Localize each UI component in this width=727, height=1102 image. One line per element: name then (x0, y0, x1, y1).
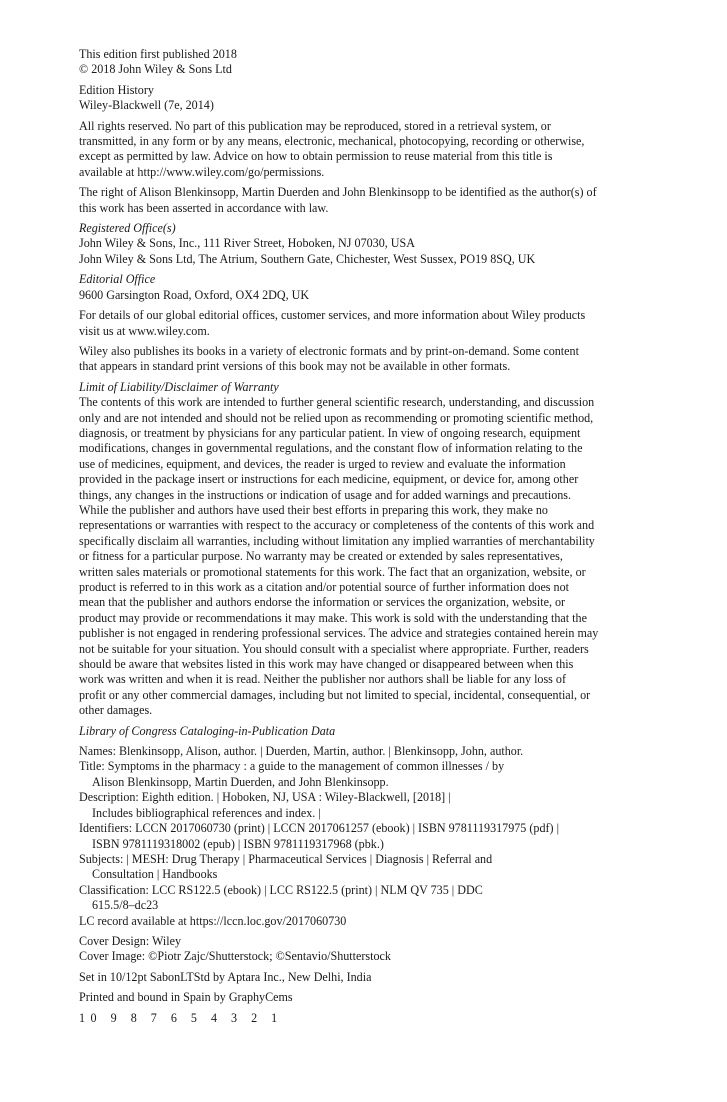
cataloging-subjects: Subjects: | MESH: Drug Therapy | Pharmaceutical Services | Diagnosis | Referral and (79, 851, 493, 866)
disclaimer-line: not be suitable for your situation. You should consult with a specialist where appropriate. Further, readers (79, 641, 589, 656)
cataloging-title-cont: Alison Blenkinsopp, Martin Duerden, and John Blenkinsopp. (92, 774, 389, 789)
cataloging-classification-cont: 615.5/8–dc23 (92, 898, 159, 913)
registered-offices-block (79, 221, 667, 267)
disclaimer-heading: Limit of Liability/Disclaimer of Warranty (79, 379, 279, 394)
rights-paragraph (79, 119, 667, 181)
registered-offices-heading: Registered Office(s) (79, 221, 176, 236)
cataloging-title: Title: Symptoms in the pharmacy : a guide to the management of common illnesses / by (79, 759, 505, 774)
disclaimer-line: things, any changes in the instructions or indication of usage and for added warnings and precautions. (79, 487, 572, 502)
cataloging-names: Names: Blenkinsopp, Alison, author. | Duerden, Martin, author. | Blenkinsopp, John, author. (79, 744, 524, 759)
formats-paragraph (79, 344, 667, 375)
disclaimer-line: While the publisher and authors have used their best efforts in preparing this work, they make no (79, 502, 548, 517)
copyright-line: © 2018 John Wiley & Sons Ltd (79, 62, 232, 77)
cover-block (79, 934, 667, 965)
rights-line: All rights reserved. No part of this publication may be reproduced, stored in a retrieval system, or (79, 118, 551, 133)
disclaimer-line: The contents of this work are intended to further general scientific research, understanding, and discussion (79, 395, 595, 410)
disclaimer-line: only and are not intended and should not be relied upon as recommending or promoting scientific method, (79, 410, 594, 425)
disclaimer-line: publisher is not engaged in rendering professional services. The advice and strategies contained herein may (79, 626, 599, 641)
cover-image-line: Cover Image: ©Piotr Zajc/Shutterstock; ©Sentavio/Shutterstock (79, 949, 391, 964)
disclaimer-line: specifically disclaim all warranties, including without limitation any implied warranties of merchantability (79, 533, 595, 548)
cataloging-subjects-cont: Consultation | Handbooks (92, 867, 218, 882)
disclaimer-line: should be aware that websites listed in this work may have changed or disappeared between when this (79, 657, 574, 672)
disclaimer-line: modifications, changes in governmental regulations, and the constant flow of information relating to the (79, 441, 583, 456)
office-line: John Wiley & Sons, Inc., 111 River Street, Hoboken, NJ 07030, USA (79, 236, 415, 251)
edition-block (79, 47, 667, 78)
rights-line: except as permitted by law. Advice on how to obtain permission to reuse material from this title is (79, 149, 553, 164)
typesetting-block (79, 970, 667, 985)
rights-line: transmitted, in any form or by any means, electronic, mechanical, photocopying, recording or otherwise, (79, 134, 585, 149)
cataloging-classification: Classification: LCC RS122.5 (ebook) | LCC RS122.5 (print) | NLM QV 735 | DDC (79, 882, 483, 897)
cataloging-heading: Library of Congress Cataloging-in-Publication Data (79, 723, 336, 738)
disclaimer-line: representations or warranties with respect to the accuracy or completeness of the contents of this work and (79, 518, 595, 533)
cover-design-line: Cover Design: Wiley (79, 933, 182, 948)
formats-line: that appears in standard print versions of this book may not be available in other formats. (79, 359, 511, 374)
disclaimer-line: work was written and when it is read. Neither the publisher nor authors shall be liable for any loss of (79, 672, 566, 687)
cataloging-description-cont: Includes bibliographical references and index. | (92, 805, 321, 820)
editorial-office-block (79, 272, 667, 303)
lc-record-line: LC record available at https://lccn.loc.gov/2017060730 (79, 913, 347, 928)
disclaimer-block (79, 380, 667, 719)
formats-line: Wiley also publishes its books in a variety of electronic formats and by print-on-demand. Some content (79, 343, 579, 358)
printing-line: Printed and bound in Spain by GraphyCems (79, 990, 293, 1005)
edition-history-block (79, 83, 667, 114)
disclaimer-line: product is referred to in this work as a citation and/or potential source of further information does not (79, 580, 569, 594)
office-line: John Wiley & Sons Ltd, The Atrium, Southern Gate, Chichester, West Sussex, PO19 8SQ, UK (79, 251, 536, 266)
edition-history-entry: Wiley-Blackwell (7e, 2014) (79, 98, 214, 113)
disclaimer-line: mean that the publisher and authors endorse the information or services the organization, website, or (79, 595, 566, 610)
cataloging-description: Description: Eighth edition. | Hoboken, NJ, USA : Wiley-Blackwell, [2018] | (79, 790, 451, 805)
cataloging-data-block (79, 744, 667, 929)
printing-block (79, 990, 667, 1005)
disclaimer-line: other damages. (79, 703, 153, 718)
disclaimer-line: use of medicines, equipment, and devices, the reader is urged to review and evaluate the information (79, 456, 566, 471)
disclaimer-line: written sales materials or promotional statements for this work. The fact that an organization, website, or (79, 564, 586, 579)
disclaimer-line: profit or any other commercial damages, including but not limited to special, incidental, consequential, or (79, 687, 591, 702)
disclaimer-line: provided in the package insert or instructions for each medicine, equipment, or device for, among other (79, 472, 579, 487)
cataloging-heading-block (79, 724, 667, 739)
authors-line: this work has been asserted in accordance with law. (79, 200, 329, 215)
disclaimer-line: diagnosis, or treatment by physicians for any particular patient. In view of ongoing research, equipment (79, 425, 581, 440)
rights-line: available at http://www.wiley.com/go/permissions. (79, 164, 325, 179)
authors-paragraph (79, 185, 667, 216)
disclaimer-line: or fitness for a particular purpose. No warranty may be created or extended by sales representatives, (79, 549, 563, 564)
cataloging-identifiers: Identifiers: LCCN 2017060730 (print) | LCCN 2017061257 (ebook) | ISBN 9781119317975 (pdf) | (79, 821, 559, 836)
authors-line: The right of Alison Blenkinsopp, Martin Duerden and John Blenkinsopp to be identified as the author(s) of (79, 185, 597, 200)
disclaimer-line: product may provide or recommendations it may make. This work is sold with the understanding that the (79, 610, 587, 625)
cataloging-identifiers-cont: ISBN 9781119318002 (epub) | ISBN 9781119317968 (pbk.) (92, 836, 384, 851)
print-line: 10 9 8 7 6 5 4 3 2 1 (79, 1010, 283, 1025)
editorial-office-heading: Editorial Office (79, 272, 156, 287)
details-line: For details of our global editorial offices, customer services, and more information about Wiley products (79, 308, 586, 323)
edition-history-heading: Edition History (79, 82, 154, 97)
typesetting-line: Set in 10/12pt SabonLTStd by Aptara Inc., New Delhi, India (79, 969, 372, 984)
first-published-line: This edition first published 2018 (79, 47, 237, 61)
editorial-office-line: 9600 Garsington Road, Oxford, OX4 2DQ, UK (79, 287, 310, 302)
details-paragraph (79, 308, 667, 339)
details-line: visit us at www.wiley.com. (79, 323, 210, 338)
